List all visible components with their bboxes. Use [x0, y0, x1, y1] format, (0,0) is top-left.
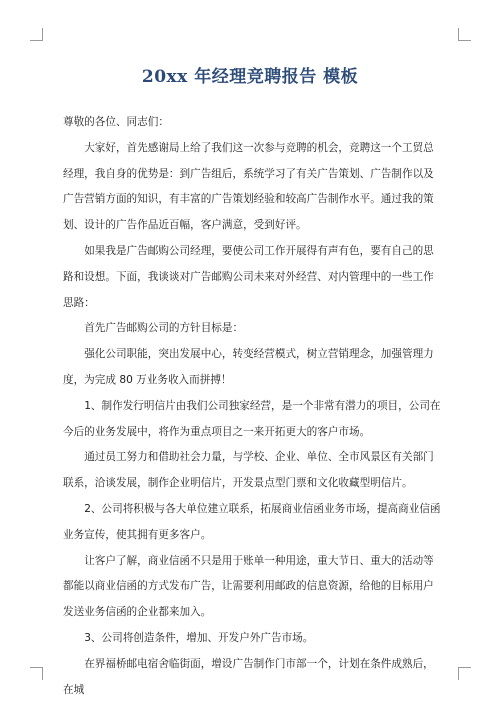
greeting: 尊敬的各位、同志们：: [63, 116, 169, 128]
body-paragraph: 1、制作发行明信片由我们公司独家经营，是一个非常有潜力的项目，公司在今后的业务发展中，将作为重点项目之一来开拓更大的客户市场。: [63, 399, 441, 438]
document-title: 20xx 年经理竞聘报告 模板: [141, 67, 359, 87]
body-paragraph: 3、公司将创造条件，增加、开发户外广告市场。: [84, 631, 314, 644]
body-paragraph: 2、公司将积极与各大单位建立联系，拓展商业信函业务市场，提高商业信函业务宣传，使其拥有更多客户。: [63, 502, 441, 541]
body-paragraph: 大家好，首先感谢局上给了我们这一次参与竞聘的机会，竞聘这一个工贸总经理，我自身的优势是：到广告组后，系统学习了有关广告策划、广告制作以及广告营销方面的知识，有丰富的广告策划经验和较高广告制作水平。通过我的策划、设计的广告作品近百幅，客户满意，受到好评。: [63, 141, 434, 232]
corner-crop-mark-top-left: [30, 28, 43, 41]
body-paragraph: 让客户了解，商业信函不只是用于账单一种用途，重大节日、重大的活动等都能以商业信函的方式发布广告，让需要利用邮政的信息资源，给他的目标用户发送业务信函的企业都来加入。: [63, 554, 434, 619]
corner-crop-mark-bottom-left: [30, 667, 43, 680]
body-paragraph: 首先广告邮购公司的方针目标是：: [84, 322, 244, 335]
body-paragraph: 在界福桥邮电宿舍临街面，增设广告制作门市部一个，计划在条件成熟后，在城: [63, 657, 434, 696]
corner-crop-mark-bottom-right: [458, 667, 471, 680]
corner-crop-mark-top-right: [458, 28, 471, 41]
body-paragraph: 如果我是广告邮购公司经理，要使公司工作开展得有声有色，要有自己的思路和设想。下面，我谈谈对广告邮购公司未来对外经营、对内管理中的一些工作思路：: [63, 244, 434, 309]
document-body: [63, 110, 443, 703]
body-paragraph: 强化公司职能，突出发展中心，转变经营模式，树立营销理念，加强管理力度，为完成 80 万业务收入而拼搏！: [63, 348, 434, 386]
body-paragraph: 通过员工努力和借助社会力量，与学校、企业、单位、全市风景区有关部门联系，洽谈发展，制作企业明信片，开发景点型门票和文化收藏型明信片。: [63, 451, 434, 490]
